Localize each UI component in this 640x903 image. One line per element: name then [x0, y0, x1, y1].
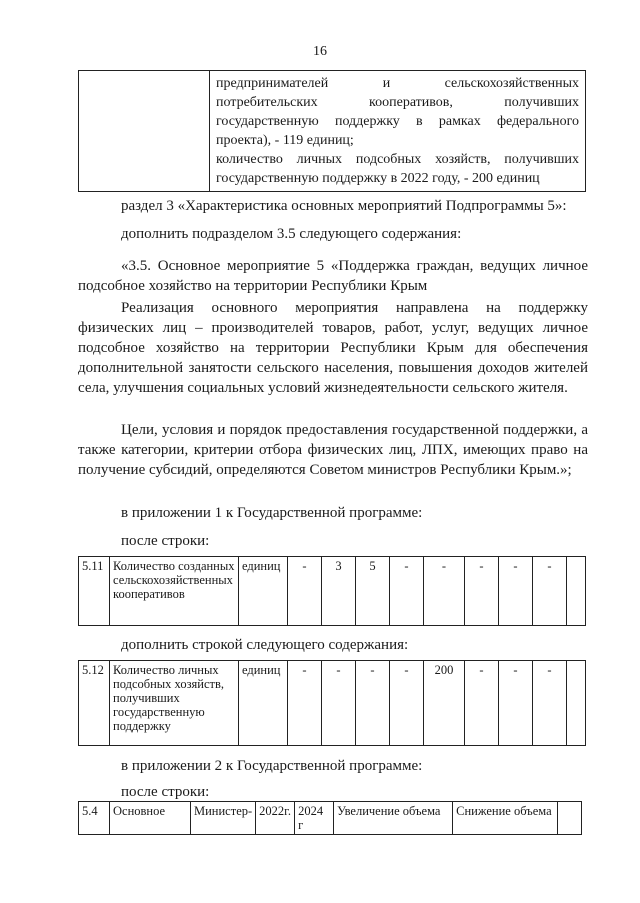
row-value: -: [356, 661, 390, 746]
table-row: [79, 661, 586, 746]
realization-paragraph: Реализация основного мероприятия направлена на поддержку физических лиц – производителей товаров, работ, услуг, ведущих личное подсобное хозяйство на территории Республики Крым для обеспечения дополнительной занятости сельского населения, повышения доходов жителей села, улучшения социальных условий жизнедеятельности сельского жителя.: [78, 300, 588, 396]
row-value: -: [499, 557, 533, 626]
table-empty-cell: [79, 71, 210, 192]
row-executor: Министер-: [191, 802, 256, 835]
row-result-decrease: Снижение объема: [453, 802, 558, 835]
row-5-11-table: [78, 556, 586, 626]
row-value: 200: [424, 661, 465, 746]
section3-paragraph: раздел 3 «Характеристика основных мероприятий Подпрограммы 5»:: [121, 198, 567, 214]
row-unit: единиц: [239, 661, 288, 746]
subsection-3-5-heading: «3.5. Основное мероприятие 5 «Поддержка граждан, ведущих личное подсобное хозяйство на территории Республики Крым: [78, 258, 588, 294]
row-event-name: Основное: [110, 802, 191, 835]
row-5-4-table: [78, 801, 582, 835]
continuation-table: [78, 70, 586, 192]
row-number: 5.12: [79, 661, 110, 746]
add-subsection-paragraph: дополнить подразделом 3.5 следующего содержания:: [121, 226, 462, 242]
page-number: 16: [313, 44, 327, 59]
row-value: -: [322, 661, 356, 746]
row-unit: единиц: [239, 557, 288, 626]
row-value: -: [499, 661, 533, 746]
after-row-paragraph: после строки:: [121, 784, 210, 800]
row-value: -: [288, 557, 322, 626]
row-value: [567, 557, 586, 626]
row-value: -: [465, 661, 499, 746]
table-row: [79, 802, 582, 835]
row-value: -: [533, 661, 567, 746]
table-row: [79, 557, 586, 626]
row-value: -: [390, 557, 424, 626]
table-text-line: количество личных подсобных хозяйств, получивших государственную поддержку в 2022 году, - 200 единиц: [216, 152, 579, 186]
table-text-cell: [210, 71, 586, 192]
appendix2-paragraph: в приложении 2 к Государственной программе:: [121, 758, 423, 774]
row-indicator-name: Количество созданных сельскохозяйственных кооперативов: [110, 557, 239, 626]
row-start-year: 2022г.: [256, 802, 295, 835]
row-number: 5.4: [79, 802, 110, 835]
row-value: 5: [356, 557, 390, 626]
row-value: -: [424, 557, 465, 626]
add-row-paragraph: дополнить строкой следующего содержания:: [121, 637, 409, 653]
table-text-line: предпринимателей и сельскохозяйственных потребительских кооперативов, получивших государственную поддержку в рамках федерального проекта), - 119 единиц;: [216, 76, 579, 148]
row-5-12-table: [78, 660, 586, 746]
goals-paragraph: Цели, условия и порядок предоставления государственной поддержки, а также категории, критерии отбора физических лиц, ЛПХ, имеющих право на получение субсидий, определяются Советом министров Республики Крым.»;: [78, 422, 588, 478]
row-value: -: [465, 557, 499, 626]
appendix1-paragraph: в приложении 1 к Государственной программе:: [121, 505, 423, 521]
row-value: [567, 661, 586, 746]
row-end-year: 2024 г: [295, 802, 334, 835]
row-indicator-name: Количество личных подсобных хозяйств, получивших государственную поддержку: [110, 661, 239, 746]
after-row-paragraph: после строки:: [121, 533, 210, 549]
row-extra: [558, 802, 582, 835]
row-number: 5.11: [79, 557, 110, 626]
row-value: -: [390, 661, 424, 746]
row-value: -: [533, 557, 567, 626]
row-result-increase: Увеличение объема: [334, 802, 453, 835]
row-value: -: [288, 661, 322, 746]
row-value: 3: [322, 557, 356, 626]
